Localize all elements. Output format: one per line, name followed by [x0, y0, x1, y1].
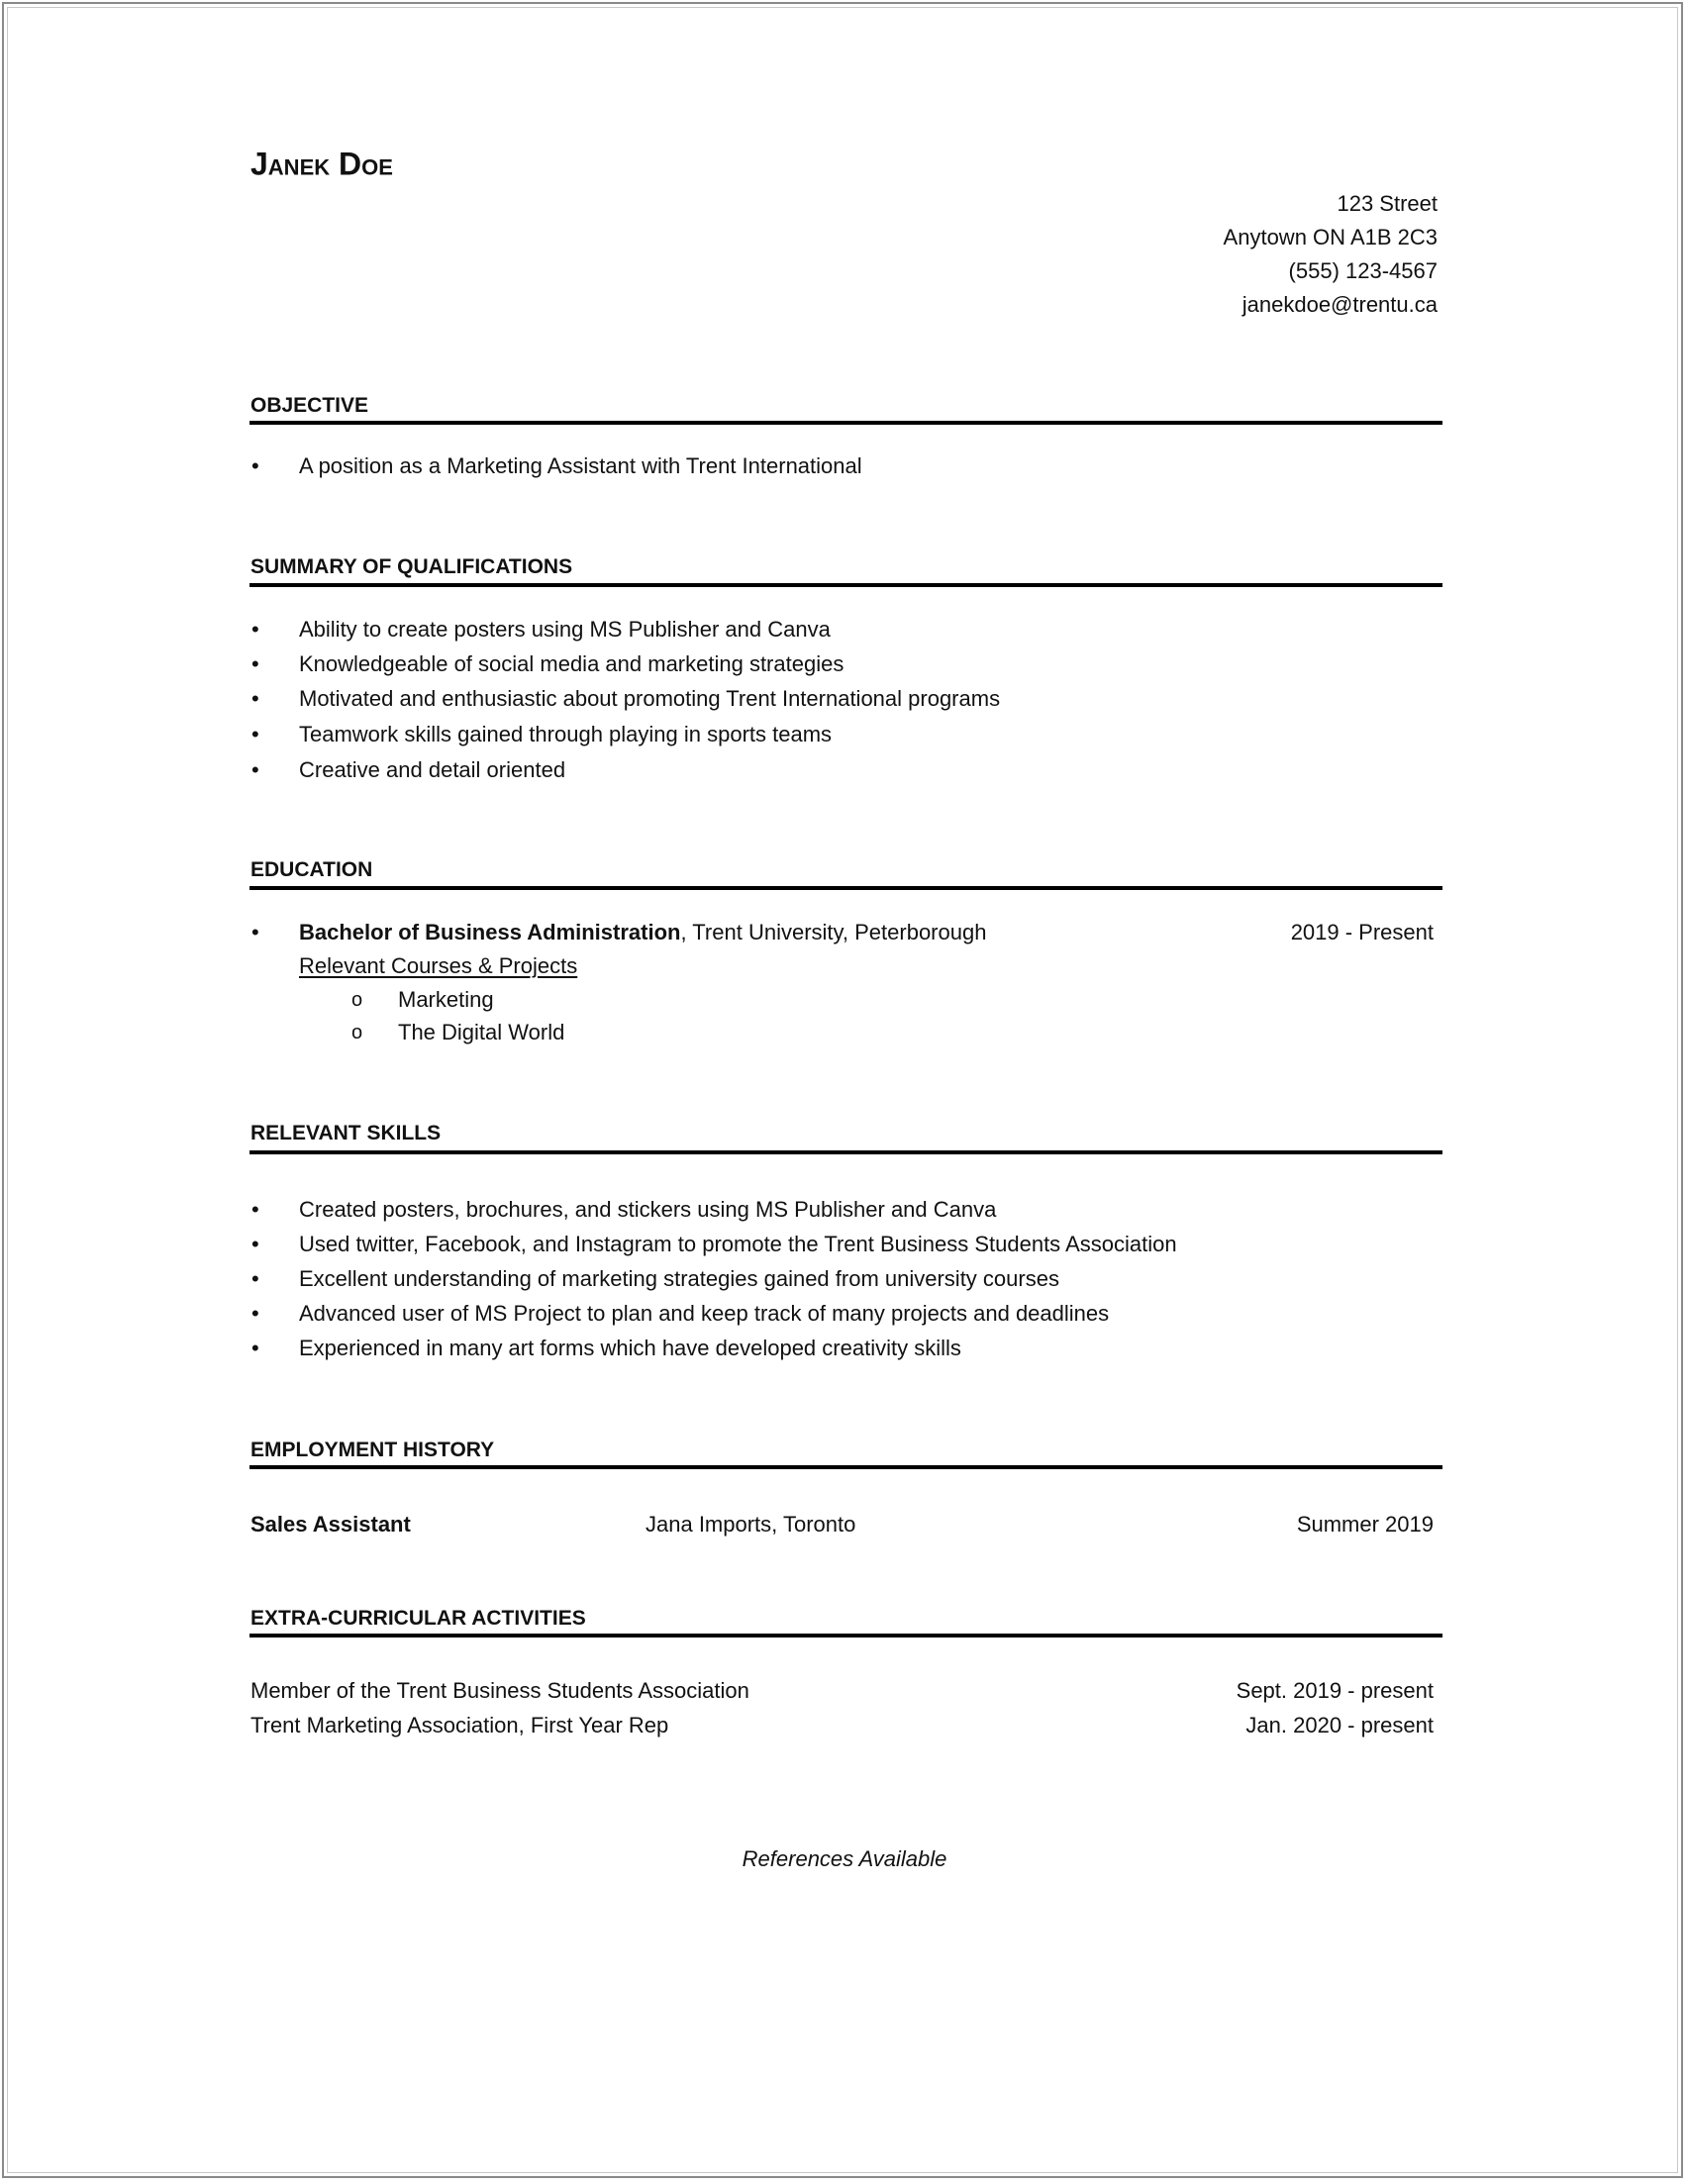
- applicant-name: Janek Doe: [250, 146, 393, 182]
- phone-number: (555) 123-4567: [1288, 258, 1438, 283]
- section-rule: [249, 421, 1442, 425]
- bullet-icon: •: [251, 651, 259, 676]
- bullet-icon: •: [251, 686, 259, 711]
- skill-item: Experienced in many art forms which have developed creativity skills: [299, 1336, 961, 1360]
- sub-bullet-icon: o: [351, 989, 363, 1011]
- institution: , Trent University, Peterborough: [680, 920, 987, 944]
- skill-item: Advanced user of MS Project to plan and keep track of many projects and deadlines: [299, 1301, 1110, 1326]
- section-rule: [249, 886, 1442, 890]
- section-heading-skills: RELEVANT SKILLS: [250, 1122, 442, 1144]
- address-line-1: 123 Street: [1337, 191, 1438, 216]
- bullet-icon: •: [251, 757, 259, 782]
- activity-name: Trent Marketing Association, First Year Rep: [250, 1713, 669, 1737]
- bullet-icon: •: [251, 722, 259, 746]
- course-item: Marketing: [398, 987, 494, 1012]
- bullet-icon: •: [251, 617, 259, 642]
- section-rule: [249, 1634, 1442, 1638]
- activity-name: Member of the Trent Business Students Association: [250, 1678, 749, 1703]
- bullet-icon: •: [251, 1232, 259, 1256]
- degree-name: Bachelor of Business Administration: [299, 920, 681, 944]
- skill-item: Excellent understanding of marketing strategies gained from university courses: [299, 1266, 1059, 1291]
- address-line-2: Anytown ON A1B 2C3: [1223, 225, 1438, 249]
- email-address: janekdoe@trentu.ca: [1242, 292, 1438, 317]
- qualification-item: Teamwork skills gained through playing in sports teams: [299, 722, 833, 746]
- section-heading-employment: EMPLOYMENT HISTORY: [250, 1439, 495, 1461]
- skill-item: Created posters, brochures, and stickers using MS Publisher and Canva: [299, 1197, 997, 1222]
- qualification-item: Ability to create posters using MS Publisher and Canva: [299, 617, 831, 642]
- courses-label: Relevant Courses & Projects: [299, 953, 578, 978]
- activity-dates: Jan. 2020 - present: [1245, 1713, 1434, 1737]
- education-dates: 2019 - Present: [1290, 920, 1434, 944]
- bullet-icon: •: [251, 920, 259, 944]
- sub-bullet-icon: o: [351, 1022, 363, 1043]
- job-dates: Summer 2019: [1296, 1512, 1434, 1537]
- course-item: The Digital World: [398, 1020, 565, 1044]
- section-heading-education: EDUCATION: [250, 858, 373, 881]
- objective-item: A position as a Marketing Assistant with Trent International: [299, 453, 862, 478]
- qualification-item: Motivated and enthusiastic about promoting Trent International programs: [299, 686, 1001, 711]
- section-rule: [249, 583, 1442, 587]
- job-title: Sales Assistant: [250, 1512, 411, 1537]
- section-rule: [249, 1150, 1442, 1154]
- bullet-icon: •: [251, 1336, 259, 1360]
- section-heading-objective: OBJECTIVE: [250, 394, 369, 417]
- activity-dates: Sept. 2019 - present: [1236, 1678, 1434, 1703]
- qualification-item: Knowledgeable of social media and marketing strategies: [299, 651, 844, 676]
- references-note: References Available: [742, 1846, 947, 1871]
- job-employer: Jana Imports, Toronto: [646, 1512, 856, 1537]
- section-heading-extracurricular: EXTRA-CURRICULAR ACTIVITIES: [250, 1607, 586, 1630]
- bullet-icon: •: [251, 453, 259, 478]
- bullet-icon: •: [251, 1266, 259, 1291]
- education-entry: [299, 920, 986, 945]
- qualification-item: Creative and detail oriented: [299, 757, 566, 782]
- skill-item: Used twitter, Facebook, and Instagram to promote the Trent Business Students Association: [299, 1232, 1177, 1256]
- bullet-icon: •: [251, 1197, 259, 1222]
- bullet-icon: •: [251, 1301, 259, 1326]
- section-heading-qualifications: SUMMARY OF QUALIFICATIONS: [250, 555, 573, 578]
- section-rule: [249, 1465, 1442, 1469]
